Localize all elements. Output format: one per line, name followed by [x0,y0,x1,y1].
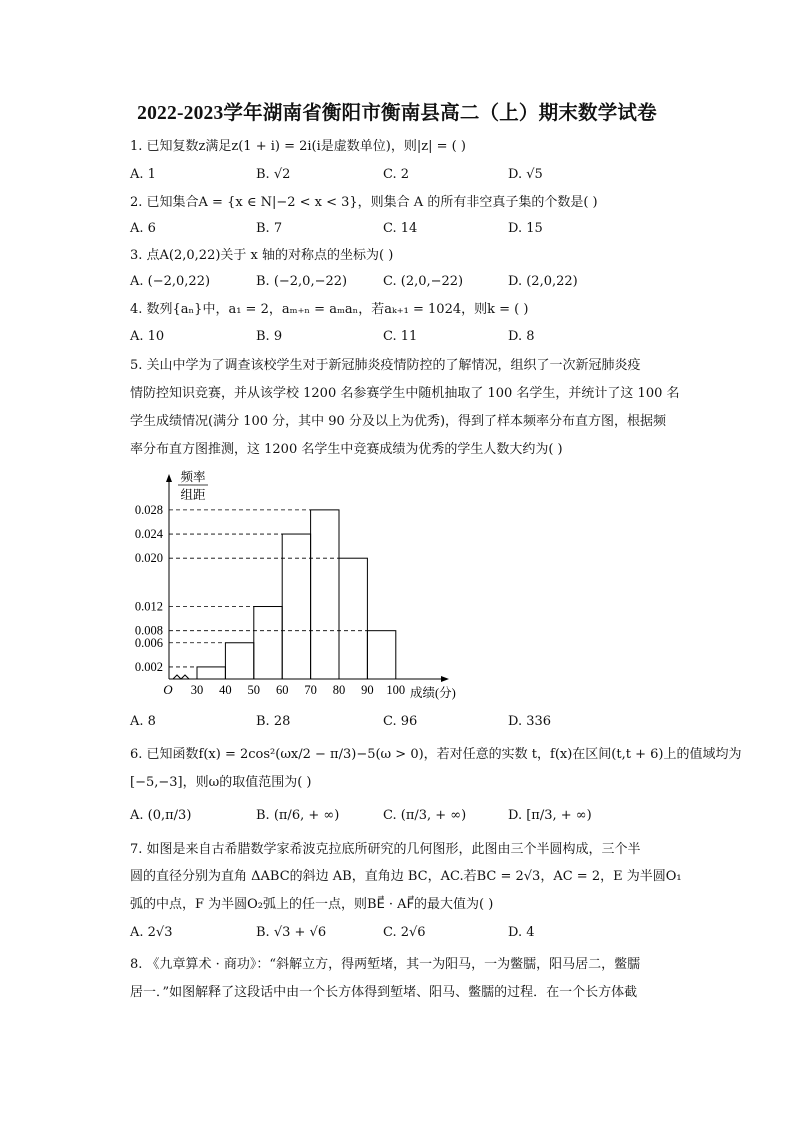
question-3-option-A: A. (−2,0,22) [130,274,211,289]
histogram-bar [367,631,395,679]
question-4-text: 4. 数列{aₙ}中，a₁ = 2，aₘ₊ₙ = aₘaₙ，若aₖ₊₁ = 1024，则k = ( ) [130,302,529,317]
histogram-bar [311,510,339,679]
question-2-text: 2. 已知集合A = {x ∈ N|−2 < x < 3}，则集合 A 的所有非空真子集的个数是( ) [130,195,598,210]
axis-break-icon [173,675,189,679]
y-tick-label: 0.008 [134,623,163,638]
y-tick-label: 0.012 [134,599,163,614]
y-label-denominator: 组距 [180,488,206,502]
question-6-option-C: C. (π/3, + ∞) [383,808,467,823]
x-tick-label: 60 [275,683,289,697]
histogram-bar [282,534,310,679]
y-tick-label: 0.002 [134,659,163,674]
x-tick-label: 30 [190,683,204,697]
question-5-option-B: B. 28 [256,714,291,729]
histogram-bar [254,607,282,679]
question-4-option-B: B. 9 [256,329,283,344]
histogram-bar [339,558,367,679]
y-label-numerator: 频率 [180,470,206,484]
x-tick-label: 90 [361,683,374,697]
question-7-option-D: D. 4 [508,925,535,940]
question-5-option-D: D. 336 [508,714,552,729]
question-6-text: [−5,−3]，则ω的取值范围为( ) [130,775,312,790]
question-6-option-B: B. (π/6, + ∞) [256,808,340,823]
question-6-option-A: A. (0,π/3) [130,808,192,823]
y-tick-label: 0.028 [134,502,163,517]
x-tick-label: 100 [386,683,406,697]
question-7-option-A: A. 2√3 [130,925,173,940]
question-1-option-B: B. √2 [256,167,291,182]
question-6-option-D: D. [π/3, + ∞) [508,808,592,823]
x-tick-label: 40 [219,683,232,697]
x-axis-label: 成绩(分) [410,686,456,700]
question-2-option-A: A. 6 [130,221,156,236]
question-2-option-B: B. 7 [256,221,283,236]
question-5-text: 率分布直方图推测，这 1200 名学生中竞赛成绩为优秀的学生人数大约为( ) [130,442,563,457]
question-7-text: 弧的中点，F 为半圆O₂弧上的任一点，则BE⃗ · AF⃗的最大值为( ) [130,897,494,912]
question-6-text: 6. 已知函数f(x) = 2cos²(ωx/2 − π/3)−5(ω > 0)，若对任意的实数 t，f(x)在区间(t,t + 6)上的值域均为 [130,747,742,762]
question-7-text: 7. 如图是来自古希腊数学家希波克拉底所研究的几何图形，此图由三个半圆构成，三个半 [130,842,641,857]
question-4-option-A: A. 10 [130,329,165,344]
question-2-option-D: D. 15 [508,221,543,236]
question-5-text: 学生成绩情况(满分 100 分，其中 90 分及以上为优秀)，得到了样本频率分布直方图，根据频 [130,414,667,429]
question-2-option-C: C. 14 [383,221,418,236]
question-7-option-C: C. 2√6 [383,925,426,940]
x-tick-label: 50 [247,683,261,697]
y-axis-arrow-icon [166,474,172,482]
question-7-option-B: B. √3 + √6 [256,925,327,940]
origin-label: O [163,682,173,697]
question-3-option-C: C. (2,0,−22) [383,274,464,289]
question-1-option-D: D. √5 [508,167,543,182]
question-1-text: 1. 已知复数z满足z(1 + i) = 2i(i是虚数单位)，则|z| = ( ) [130,139,466,154]
page-title: 2022-2023学年湖南省衡阳市衡南县高二（上）期末数学试卷 [137,103,657,124]
question-8-text: 8. 《九章算术 · 商功》：“斜解立方，得两堑堵，其一为阳马，一为鳖臑，阳马居二，鳖臑 [130,957,641,972]
question-8-text: 居一．”如图解释了这段话中由一个长方体得到堑堵、阳马、鳖臑的过程．在一个长方体截 [130,985,638,1000]
question-5-option-C: C. 96 [383,714,418,729]
histogram-bar [197,667,225,679]
question-5-text: 情防控知识竞赛，并从该学校 1200 名参赛学生中随机抽取了 100 名学生，并统计了这 100 名 [130,386,680,401]
question-1-option-C: C. 2 [383,167,410,182]
question-5-option-A: A. 8 [130,714,156,729]
question-7-text: 圆的直径分别为直角 ΔABC的斜边 AB，直角边 BC，AC.若BC = 2√3，AC = 2，E 为半圆O₁ [130,869,682,884]
x-axis-arrow-icon [441,676,449,682]
x-tick-label: 80 [332,683,346,697]
question-3-option-B: B. (−2,0,−22) [256,274,348,289]
y-tick-label: 0.020 [134,551,163,566]
x-tick-label: 70 [304,683,317,697]
y-tick-label: 0.024 [134,527,163,542]
question-3-text: 3. 点A(2,0,22)关于 x 轴的对称点的坐标为( ) [130,248,394,263]
question-4-option-C: C. 11 [383,329,418,344]
question-3-option-D: D. (2,0,22) [508,274,578,289]
histogram-bar [225,643,253,679]
question-5-text: 5. 关山中学为了调查该校学生对于新冠肺炎疫情防控的了解情况，组织了一次新冠肺炎疫 [130,358,641,373]
y-tick-label: 0.006 [134,635,163,650]
question-4-option-D: D. 8 [508,329,535,344]
question-1-option-A: A. 1 [130,167,156,182]
